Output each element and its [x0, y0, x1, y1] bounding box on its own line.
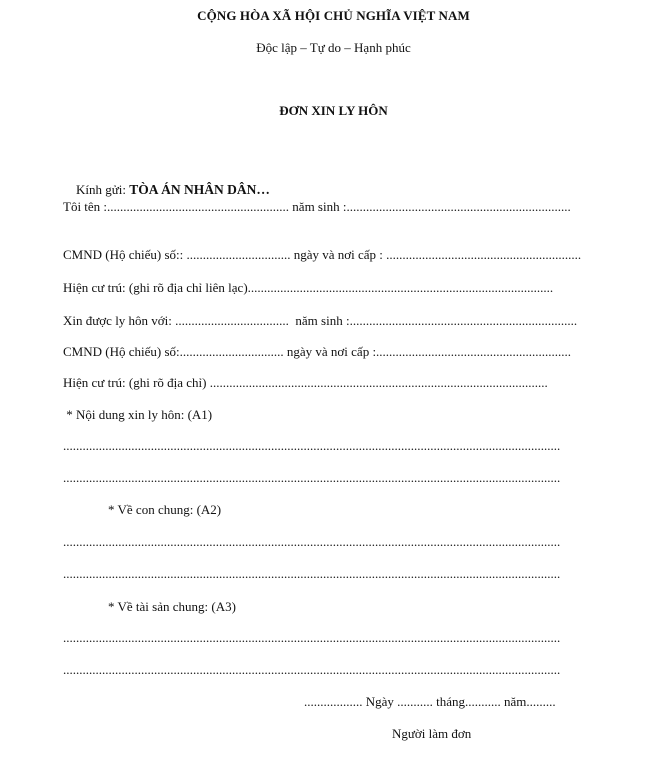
section-a2-label: * Về con chung: (A2): [108, 502, 222, 517]
section-a2-line: .........................................................................................................................................................: [63, 566, 561, 581]
date-line: .................. Ngày ........... tháng........... năm.........: [304, 694, 556, 709]
section-a3-line: .........................................................................................................................................................: [63, 662, 561, 677]
country-header: CỘNG HÒA XÃ HỘI CHỦ NGHĨA VIỆT NAM: [197, 8, 470, 23]
field-id-number: CMND (Hộ chiếu) số:: ................................ ngày và nơi cấp : ............................................................: [63, 247, 582, 262]
section-a2-line: .........................................................................................................................................................: [63, 534, 561, 549]
field-spouse-residence: Hiện cư trú: (ghi rõ địa chỉ) ........................................................................................................: [63, 375, 548, 390]
section-a1-line: .........................................................................................................................................................: [63, 438, 561, 453]
field-spouse-id: CMND (Hộ chiếu) số:................................ ngày và nơi cấp :............................................................: [63, 344, 572, 359]
section-a1-line: .........................................................................................................................................................: [63, 470, 561, 485]
field-divorce-from: Xin được ly hôn với: ................................... năm sinh :......................................................................: [63, 313, 578, 328]
field-name: Tôi tên :........................................................ năm sinh :.....................................................................: [63, 199, 571, 214]
document-title: ĐƠN XIN LY HÔN: [279, 103, 388, 118]
section-a3-line: .........................................................................................................................................................: [63, 630, 561, 645]
section-a1-label: * Nội dung xin ly hôn: (A1): [63, 407, 213, 422]
signer-label: Người làm đơn: [392, 726, 472, 741]
section-a3-label: * Về tài sản chung: (A3): [108, 599, 236, 614]
recipient-label: Kính gửi:: [76, 182, 130, 197]
field-residence: Hiện cư trú: (ghi rõ địa chỉ liên lạc)..............................................................................................: [63, 280, 554, 295]
recipient-court: TÒA ÁN NHÂN DÂN…: [129, 182, 270, 197]
motto: Độc lập – Tự do – Hạnh phúc: [256, 40, 411, 55]
